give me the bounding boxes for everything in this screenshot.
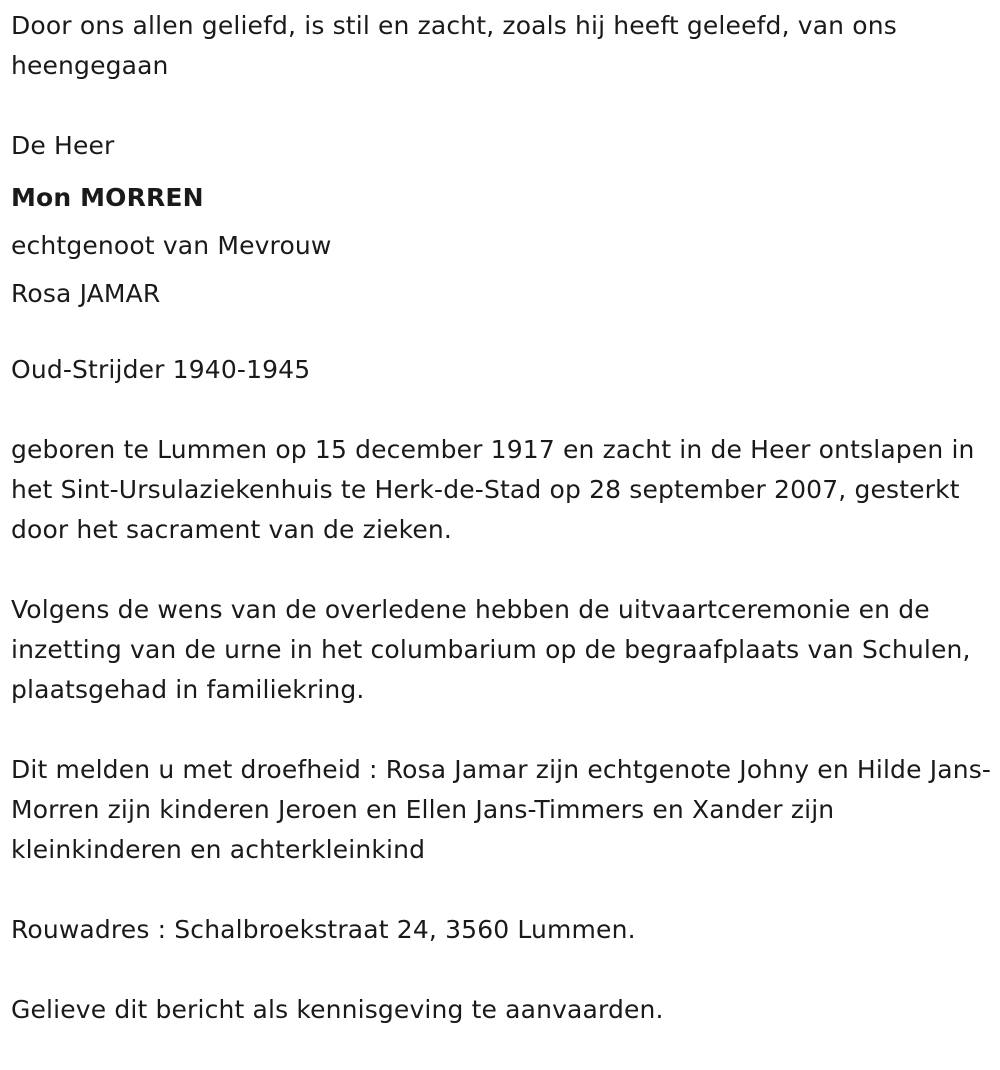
intro-paragraph: Door ons allen geliefd, is stil en zacht, zoals hij heeft geleefd, van ons heengegaan bbox=[11, 11, 897, 80]
title-prefix: De Heer bbox=[11, 131, 115, 160]
spouse-line-1: echtgenoot van Mevrouw bbox=[11, 231, 332, 260]
obituary-notice bbox=[11, 6, 996, 1070]
spouse-line-2: Rosa JAMAR bbox=[11, 279, 161, 308]
deceased-block bbox=[11, 126, 996, 318]
family-paragraph: Dit melden u met droefheid : Rosa Jamar zijn echtgenote Johny en Hilde Jans-Morren zijn kinderen Jeroen en Ellen Jans-Timmers en Xander zijn kleinkinderen en achterkleinkind bbox=[11, 755, 992, 864]
veteran-line: Oud-Strijder 1940-1945 bbox=[11, 355, 311, 384]
birth-death-paragraph: geboren te Lummen op 15 december 1917 en zacht in de Heer ontslapen in het Sint-Ursulaziekenhuis te Herk-de-Stad op 28 september 2007, gesterkt door het sacrament van de zieken. bbox=[11, 435, 975, 544]
closing-line: Gelieve dit bericht als kennisgeving te aanvaarden. bbox=[11, 995, 664, 1024]
deceased-name: Mon MORREN bbox=[11, 183, 204, 212]
ceremony-paragraph: Volgens de wens van de overledene hebben de uitvaartceremonie en de inzetting van de urne in het columbarium op de begraafplaats van Schulen, plaatsgehad in familiekring. bbox=[11, 595, 971, 704]
address-line: Rouwadres : Schalbroekstraat 24, 3560 Lummen. bbox=[11, 915, 636, 944]
